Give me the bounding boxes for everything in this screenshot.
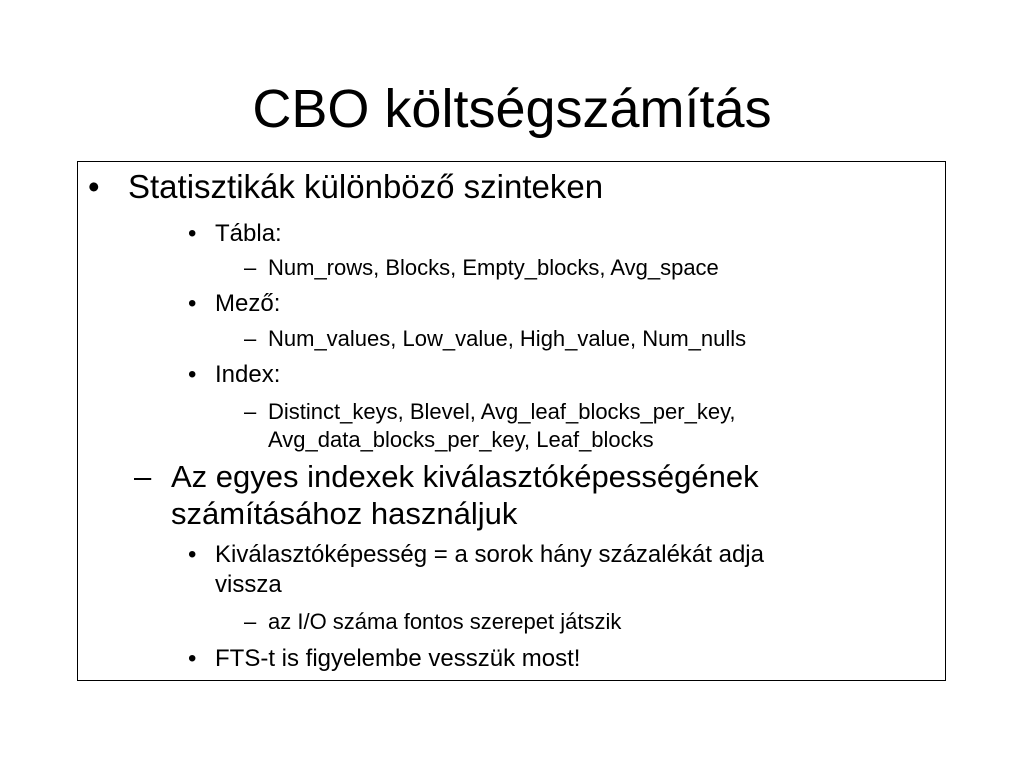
bullet-item-table: Tábla: [215,220,282,247]
bullet-item-fts: FTS-t is figyelembe vesszük most! [215,645,581,672]
bullet-marker: • [188,361,197,388]
dash-marker: – [134,459,152,494]
dash-item-selectivity-line2: számításához használjuk [171,496,518,531]
dash-item-io: az I/O száma fontos szerepet játszik [268,609,622,634]
dash-marker: – [244,399,257,424]
content-box [77,161,946,681]
dash-marker: – [244,255,257,280]
dash-marker: – [244,609,257,634]
dash-marker: – [244,326,257,351]
bullet-item-statistics: Statisztikák különböző szinteken [128,168,604,205]
bullet-marker: • [188,220,197,247]
bullet-item-selectivity-def-line2: vissza [215,571,282,598]
dash-item-index-stats-line2: Avg_data_blocks_per_key, Leaf_blocks [268,427,654,452]
slide-title: CBO költségszámítás [252,79,772,139]
bullet-item-selectivity-def-line1: Kiválasztóképesség = a sorok hány százalékát adja [215,541,764,568]
bullet-marker: • [188,290,197,317]
bullet-marker: • [88,168,100,205]
dash-item-table-stats: Num_rows, Blocks, Empty_blocks, Avg_space [268,255,719,280]
bullet-marker: • [188,645,197,672]
bullet-item-index: Index: [215,361,281,388]
bullet-marker: • [188,541,197,568]
dash-item-field-stats: Num_values, Low_value, High_value, Num_nulls [268,326,747,351]
dash-item-index-stats-line1: Distinct_keys, Blevel, Avg_leaf_blocks_per_key, [268,399,736,424]
dash-item-selectivity-line1: Az egyes indexek kiválasztóképességének [171,459,759,494]
bullet-item-field: Mező: [215,290,281,317]
